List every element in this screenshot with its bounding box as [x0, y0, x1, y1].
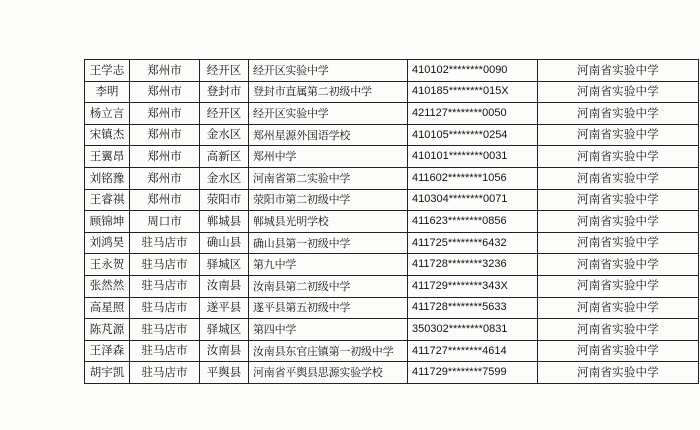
id-number-cell: 411729********343X: [408, 275, 538, 297]
id-number-cell: 421127********0050: [408, 103, 538, 125]
city-cell: 郑州市: [130, 81, 200, 103]
district-cell: 荥阳市: [200, 189, 249, 211]
table-row: [85, 60, 699, 82]
district-cell: 经开区: [200, 103, 249, 125]
district-cell: 登封市: [200, 81, 249, 103]
admitting-school-cell: 河南省实验中学: [538, 81, 699, 103]
admitting-school-cell: 河南省实验中学: [538, 60, 699, 82]
student-name-cell: 陈芃源: [85, 319, 130, 341]
id-number-cell: 410105********0254: [408, 124, 538, 146]
school-cell: 遂平县第五初级中学: [249, 297, 408, 319]
district-cell: 平舆县: [200, 362, 249, 384]
school-cell: 登封市直属第二初级中学: [249, 81, 408, 103]
table-row: [85, 103, 699, 125]
district-cell: 金水区: [200, 124, 249, 146]
table-row: [85, 232, 699, 254]
admitting-school-cell: 河南省实验中学: [538, 362, 699, 384]
table-row: [85, 362, 699, 384]
city-cell: 驻马店市: [130, 362, 200, 384]
district-cell: 确山县: [200, 232, 249, 254]
table-row: [85, 275, 699, 297]
student-name-cell: 杨立言: [85, 103, 130, 125]
city-cell: 驻马店市: [130, 232, 200, 254]
school-cell: 确山县第一初级中学: [249, 232, 408, 254]
admitting-school-cell: 河南省实验中学: [538, 124, 699, 146]
district-cell: 汝南县: [200, 275, 249, 297]
id-number-cell: 411602********1056: [408, 167, 538, 189]
school-cell: 汝南县东官庄镇第一初级中学: [249, 340, 408, 362]
admitting-school-cell: 河南省实验中学: [538, 232, 699, 254]
city-cell: 周口市: [130, 211, 200, 233]
table-row: [85, 340, 699, 362]
admitting-school-cell: 河南省实验中学: [538, 340, 699, 362]
roster-body: [85, 60, 699, 384]
school-cell: 第四中学: [249, 319, 408, 341]
city-cell: 郑州市: [130, 124, 200, 146]
admitting-school-cell: 河南省实验中学: [538, 211, 699, 233]
city-cell: 郑州市: [130, 103, 200, 125]
city-cell: 驻马店市: [130, 297, 200, 319]
student-name-cell: 王永贺: [85, 254, 130, 276]
admitting-school-cell: 河南省实验中学: [538, 146, 699, 168]
student-name-cell: 王睿祺: [85, 189, 130, 211]
admitting-school-cell: 河南省实验中学: [538, 297, 699, 319]
student-name-cell: 李明: [85, 81, 130, 103]
district-cell: 汝南县: [200, 340, 249, 362]
student-name-cell: 王翼昂: [85, 146, 130, 168]
city-cell: 驻马店市: [130, 275, 200, 297]
table-row: [85, 211, 699, 233]
admitting-school-cell: 河南省实验中学: [538, 254, 699, 276]
city-cell: 驻马店市: [130, 340, 200, 362]
id-number-cell: 411729********7599: [408, 362, 538, 384]
school-cell: 郸城县光明学校: [249, 211, 408, 233]
school-cell: 河南省平舆县思源实验学校: [249, 362, 408, 384]
school-cell: 汝南县第二初级中学: [249, 275, 408, 297]
admitting-school-cell: 河南省实验中学: [538, 167, 699, 189]
table-row: [85, 81, 699, 103]
city-cell: 郑州市: [130, 60, 200, 82]
student-name-cell: 刘铭豫: [85, 167, 130, 189]
id-number-cell: 410304********0071: [408, 189, 538, 211]
table-row: [85, 124, 699, 146]
student-name-cell: 王泽森: [85, 340, 130, 362]
id-number-cell: 410101********0031: [408, 146, 538, 168]
admitting-school-cell: 河南省实验中学: [538, 189, 699, 211]
id-number-cell: 411727********4614: [408, 340, 538, 362]
admitting-school-cell: 河南省实验中学: [538, 275, 699, 297]
school-cell: 郑州星源外国语学校: [249, 124, 408, 146]
district-cell: 遂平县: [200, 297, 249, 319]
student-name-cell: 王学志: [85, 60, 130, 82]
table-row: [85, 254, 699, 276]
id-number-cell: 410102********0090: [408, 60, 538, 82]
table-row: [85, 297, 699, 319]
city-cell: 郑州市: [130, 189, 200, 211]
table-row: [85, 189, 699, 211]
district-cell: 郸城县: [200, 211, 249, 233]
table-row: [85, 319, 699, 341]
district-cell: 驿城区: [200, 319, 249, 341]
student-name-cell: 宋镇杰: [85, 124, 130, 146]
table-row: [85, 167, 699, 189]
id-number-cell: 411728********3236: [408, 254, 538, 276]
school-cell: 经开区实验中学: [249, 103, 408, 125]
district-cell: 金水区: [200, 167, 249, 189]
district-cell: 经开区: [200, 60, 249, 82]
admitting-school-cell: 河南省实验中学: [538, 103, 699, 125]
city-cell: 郑州市: [130, 146, 200, 168]
school-cell: 郑州中学: [249, 146, 408, 168]
city-cell: 驻马店市: [130, 254, 200, 276]
district-cell: 驿城区: [200, 254, 249, 276]
city-cell: 郑州市: [130, 167, 200, 189]
id-number-cell: 411728********5633: [408, 297, 538, 319]
city-cell: 驻马店市: [130, 319, 200, 341]
student-name-cell: 张然然: [85, 275, 130, 297]
school-cell: 第九中学: [249, 254, 408, 276]
student-name-cell: 高星照: [85, 297, 130, 319]
id-number-cell: 350302********0831: [408, 319, 538, 341]
id-number-cell: 411725********6432: [408, 232, 538, 254]
id-number-cell: 410185********015X: [408, 81, 538, 103]
table-row: [85, 146, 699, 168]
admitting-school-cell: 河南省实验中学: [538, 319, 699, 341]
student-name-cell: 刘鸿昊: [85, 232, 130, 254]
id-number-cell: 411623********0856: [408, 211, 538, 233]
school-cell: 河南省第二实验中学: [249, 167, 408, 189]
school-cell: 荥阳市第二初级中学: [249, 189, 408, 211]
student-name-cell: 顾锦坤: [85, 211, 130, 233]
student-roster-table: [84, 59, 699, 384]
student-name-cell: 胡宇凯: [85, 362, 130, 384]
district-cell: 高新区: [200, 146, 249, 168]
school-cell: 经开区实验中学: [249, 60, 408, 82]
